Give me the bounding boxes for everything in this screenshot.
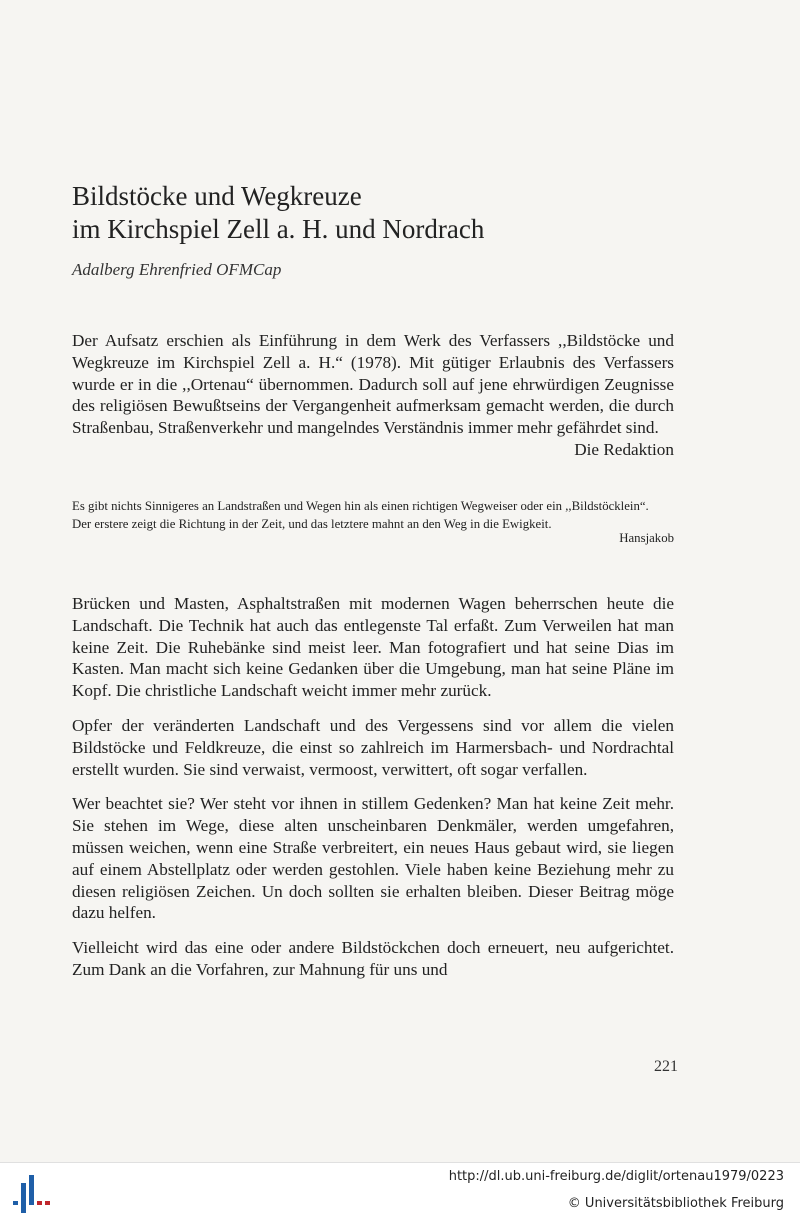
- body-paragraph: Wer beachtet sie? Wer steht vor ihnen in stillem Gedenken? Man hat keine Zeit mehr. Sie stehen im Wege, diese alten unscheinbaren Denkmäler, werden umgefahren, müssen weichen, wenn eine Straße verbreitert, ein neues Haus gebaut wird, sie liegen auf einem Abstellplatz oder werden gestohlen. Viele haben keine Beziehung mehr zu diesen religiösen Zeichen. Un doch sollten sie erhalten bleiben. Dieser Beitrag möge dazu helfen.: [72, 794, 674, 923]
- epigraph-line-1: Es gibt nichts Sinnigeres an Landstraßen und Wegen hin als einen richtigen Wegweiser oder ein ,,Bildstöcklein“.: [72, 499, 649, 513]
- intro-text: Der Aufsatz erschien als Einführung in dem Werk des Verfassers ,,Bildstöcke und Wegkreuze im Kirchspiel Zell a. H.“ (1978). Mit gütiger Erlaubnis des Verfassers wurde er in die ,,Ortenau“ übernommen. Dadurch soll auf jene ehrwürdigen Zeugnisse des religiösen Bewußtseins der Vergangenheit aufmerksam gemacht werden, die durch Straßenbau, Straßenverkehr und mangelndes Verständnis immer mehr gefährdet sind.: [72, 331, 674, 438]
- source-url-link[interactable]: http://dl.ub.uni-freiburg.de/diglit/ortenau1979/0223: [448, 1169, 784, 1184]
- editorial-intro: [72, 330, 674, 461]
- article-title: [72, 180, 692, 246]
- intro-signature: Die Redaktion: [574, 439, 674, 459]
- article-author: Adalberg Ehrenfried OFMCap: [72, 260, 282, 279]
- library-footer: [0, 1162, 800, 1221]
- title-line-1: Bildstöcke und Wegkreuze: [72, 181, 362, 211]
- body-paragraph: Opfer der veränderten Landschaft und des Vergessens sind vor allem die vielen Bildstöcke und Feldkreuze, die einst so zahlreich im Harmersbach- und Nordrachtal erstellt wurden. Sie sind verwaist, vermoost, verwittert, oft sogar verfallen.: [72, 715, 674, 779]
- epigraph: [72, 497, 674, 547]
- body-paragraph: Brücken und Masten, Asphaltstraßen mit modernen Wagen beherrschen heute die Landschaft. Die Technik hat auch das entlegenste Tal erfaßt. Zum Verweilen hat man keine Zeit. Die Ruhebänke sind meist leer. Man fotografiert und hat seine Dias im Kasten. Man macht sich keine Gedanken über die Umgebung, man hat seine Pläne im Kopf. Die christliche Landschaft weicht immer mehr zurück.: [72, 594, 674, 701]
- body-paragraph: Vielleicht wird das eine oder andere Bildstöckchen doch erneuert, neu aufgerichtet. Zum Dank an die Vorfahren, zur Mahnung für uns und: [72, 938, 674, 979]
- title-line-2: im Kirchspiel Zell a. H. und Nordrach: [72, 214, 485, 244]
- page-number: 221: [654, 1058, 678, 1075]
- ub-freiburg-logo-icon: [10, 1173, 52, 1215]
- epigraph-author: Hansjakob: [619, 531, 674, 545]
- epigraph-line-2: Der erstere zeigt die Richtung in der Zeit, und das letztere mahnt an den Weg in die Ewigkeit.: [72, 517, 552, 531]
- article-body: [72, 593, 674, 994]
- copyright-notice: © Universitätsbibliothek Freiburg: [567, 1196, 784, 1211]
